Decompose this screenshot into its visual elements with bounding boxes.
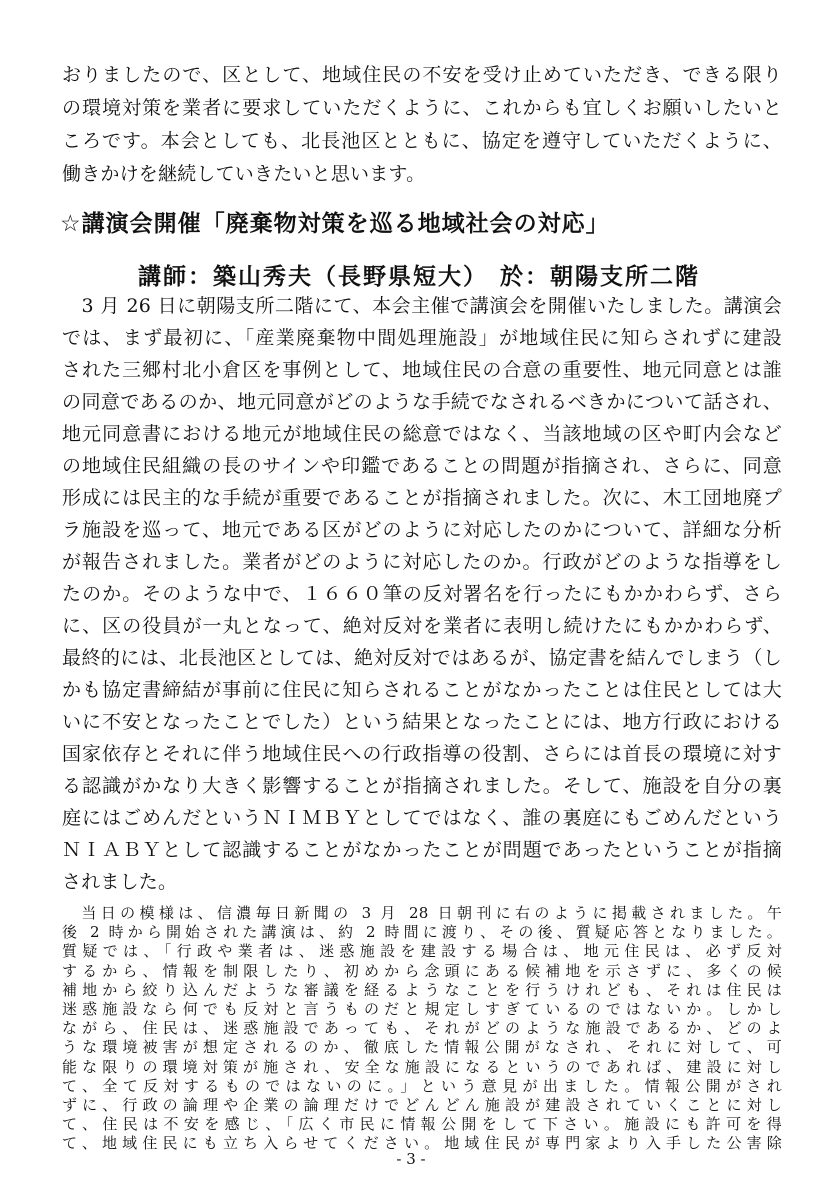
page-number: - 3 - (396, 1150, 426, 1168)
section-heading (60, 205, 610, 238)
text-line: 後 2 時から開始された講演は、約 2 時間に渡り、その後、質疑応答となりました。 (62, 923, 782, 942)
text-line: ラ施設を巡って、地元である区がどのように対応したのかについて、詳細な分析 (62, 519, 782, 541)
text-line: が報告されました。業者がどのように対応したのか。行政がどのような指導をし (62, 551, 782, 573)
text-line: の環境対策を業者に要求していただくように、これからも宜しくお願いしたいと (62, 97, 782, 119)
text-line: された三郷村北小倉区を事例として、地域住民の合意の重要性、地元同意とは誰 (62, 359, 782, 381)
text-line: 働きかけを継続していきたいと思います。 (62, 163, 426, 185)
lecturer-label: 講師： (138, 263, 213, 290)
venue-label: 於： (500, 263, 550, 290)
text-line: ころです。本会としても、北長池区とともに、協定を遵守していただくように、 (62, 130, 782, 152)
text-line: ＮＩＡＢＹとして認識することがなかったことが問題であったということが指摘 (62, 839, 782, 861)
text-line: おりましたので、区として、地域住民の不安を受け止めていただき、できる限り (62, 64, 782, 86)
text-line: て、住民は不安を感じ、「広く市民に情報公開をして下さい。施設にも許可を得 (62, 1115, 782, 1134)
text-line: 庭にはごめんだというＮＩＭＢＹとしてではなく、誰の裏庭にもごめんだという (62, 807, 782, 829)
text-line: の同意であるのか、地元同意がどのような手続でなされるべきかについて話され、 (62, 391, 782, 413)
text-line: 補地から絞り込んだような審議を経るようなことを行うけれども、それは住民は (62, 980, 782, 999)
text-line: て、全て反対するものではないのに。」という意見が出ました。情報公開がされ (62, 1076, 782, 1095)
text-line: するから、情報を制限したり、初めから念頭にある候補地を示さずに、多くの候 (62, 961, 782, 980)
text-line: の地域住民組織の長のサインや印鑑であることの問題が指摘され、さらに、同意 (62, 455, 782, 477)
text-line: て、地域住民にも立ち入らせてください。地域住民が専門家より入手した公害除 (62, 1134, 782, 1153)
text-line: では、まず最初に、「産業廃棄物中間処理施設」が地域住民に知らされずに建設 (62, 327, 782, 349)
star-icon: ☆ (60, 211, 82, 237)
text-line: 国家依存とそれに伴う地域住民への行政指導の役割、さらには首長の環境に対す (62, 743, 782, 765)
text-line: に、区の役員が一丸となって、絶対反対を業者に表明し続けたにもかかわらず、 (62, 615, 782, 637)
text-line: いに不安となったことでした）という結果となったことには、地方行政における (62, 711, 782, 733)
lecturer-name: 築山秀夫（長野県短大） (213, 263, 488, 290)
text-line: 能な限りの環境対策が施され、安全な施設になるというのであれば、建設に対し (62, 1057, 782, 1076)
text-line: 質疑では、「行政や業者は、迷惑施設を建設する場合は、地元住民は、必ず反対 (62, 942, 782, 961)
section-title: 講演会開催「廃棄物対策を巡る地域社会の対応」 (81, 210, 610, 237)
text-line: 当日の模様は、信濃毎日新聞の 3 月 28 日朝刊に右のように掲載されました。午 (62, 904, 782, 922)
text-line: 形成には民主的な手続が重要であることが指摘されました。次に、木工団地廃プ (62, 487, 782, 509)
text-line: 3 月 26 日に朝陽支所二階にて、本会主催で講演会を開催いたしました。講演会 (62, 295, 782, 317)
text-line: されました。 (62, 871, 178, 893)
text-line: る認識がかなり大きく影響することが指摘されました。そして、施設を自分の裏 (62, 775, 782, 797)
text-line: たのか。そのような中で、１６６０筆の反対署名を行ったにもかかわらず、さら (62, 583, 782, 605)
text-line: ずに、行政の論理や企業の論理だけでどんどん施設が建設されていくことに対し (62, 1096, 782, 1114)
lecture-info (138, 258, 700, 291)
text-line: 地元同意書における地元が地域住民の総意ではなく、当該地域の区や町内会など (62, 423, 782, 445)
text-line: ながら、住民は、迷惑施設であっても、それがどのような施設であるか、どのよ (62, 1019, 782, 1038)
text-line: 最終的には、北長池区としては、絶対反対ではあるが、協定書を結んでしまう（し (62, 647, 782, 669)
text-line: かも協定書締結が事前に住民に知らされることがなかったことは住民としては大 (62, 679, 782, 701)
venue-name: 朝陽支所二階 (550, 263, 700, 290)
text-line: 迷惑施設なら何でも反対と言うものだと規定しすぎているのではないか。しかし (62, 1000, 782, 1018)
text-line: うな環境被害が想定されるのか、徹底した情報公開がなされ、それに対して、可 (62, 1038, 782, 1057)
